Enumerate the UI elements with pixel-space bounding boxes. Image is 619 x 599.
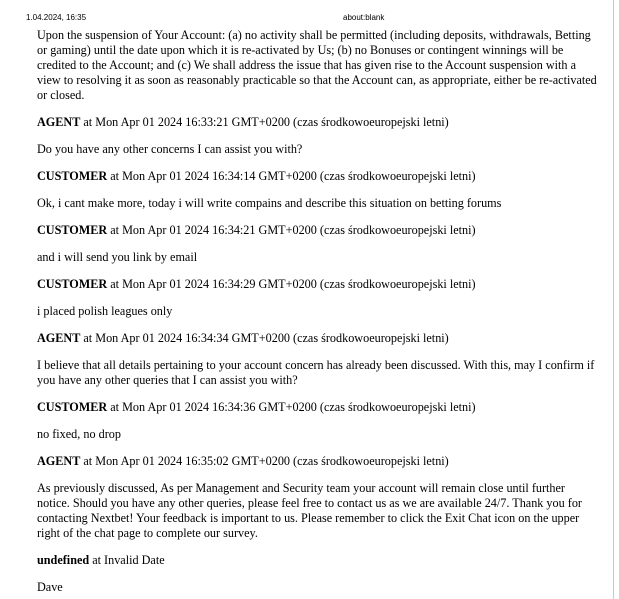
message-text: Ok, i cant make more, today i will write compains and describe this situation on betting forums — [37, 196, 502, 210]
message-timestamp: at Mon Apr 01 2024 16:34:34 GMT+0200 (czas środkowoeuropejski letni) — [83, 331, 449, 345]
message-timestamp: at Mon Apr 01 2024 16:34:29 GMT+0200 (czas środkowoeuropejski letni) — [110, 277, 476, 291]
message-sender: AGENT — [37, 331, 81, 345]
message-sender: AGENT — [37, 454, 81, 468]
message-sender: AGENT — [37, 115, 81, 129]
message-timestamp: at Mon Apr 01 2024 16:34:14 GMT+0200 (czas środkowoeuropejski letni) — [110, 169, 476, 183]
print-page-title: about:blank — [343, 13, 385, 22]
message-sender: CUSTOMER — [37, 169, 108, 183]
message-header — [37, 454, 599, 469]
message-header — [37, 331, 599, 346]
message-text: Do you have any other concerns I can assist you with? — [37, 142, 303, 156]
message-sender: undefined — [37, 553, 90, 567]
message-header — [37, 400, 599, 415]
message-sender: CUSTOMER — [37, 223, 108, 237]
message-text: i placed polish leagues only — [37, 304, 173, 318]
message-timestamp: at Mon Apr 01 2024 16:34:36 GMT+0200 (czas środkowoeuropejski letni) — [110, 400, 476, 414]
message-text: and i will send you link by email — [37, 250, 198, 264]
message-sender: CUSTOMER — [37, 277, 108, 291]
print-date: 1.04.2024, 16:35 — [26, 13, 87, 22]
message-text: I believe that all details pertaining to your account concern has already been discussed. With this, may I confirm if you have any other queries that I can assist you with? — [37, 358, 595, 387]
message-header — [37, 277, 599, 292]
page-edge-divider — [613, 0, 614, 599]
message-header — [37, 553, 599, 568]
message-sender: CUSTOMER — [37, 400, 108, 414]
message-timestamp: at Invalid Date — [92, 553, 165, 567]
message-header — [37, 115, 599, 130]
print-header — [0, 13, 619, 27]
message-header — [37, 169, 599, 184]
message-text: no fixed, no drop — [37, 427, 121, 441]
message-timestamp: at Mon Apr 01 2024 16:35:02 GMT+0200 (czas środkowoeuropejski letni) — [83, 454, 449, 468]
message-timestamp: at Mon Apr 01 2024 16:33:21 GMT+0200 (czas środkowoeuropejski letni) — [83, 115, 449, 129]
suspension-terms-paragraph: Upon the suspension of Your Account: (a) no activity shall be permitted (including deposits, withdrawals, Betting or gaming) until the date upon which it is re-activated by Us; (b) no Bonuses or contingent winnings will be credited to the Account; and (c) We shall address the issue that has given rise to the Account suspension with a view to resolving it as soon as reasonably practicable so that the Account can, as appropriate, either be re-activated or closed. — [37, 28, 597, 102]
message-text: As previously discussed, As per Management and Security team your account will remain close until further notice. Should you have any other queries, please feel free to contact us as we are available 24/7. Thank you for contacting Nextbet! Your feedback is important to us. Please remember to click the Exit Chat icon on the upper right of the chat page to complete our survey. — [37, 481, 582, 540]
message-header — [37, 223, 599, 238]
message-text: Dave — [37, 580, 63, 594]
message-timestamp: at Mon Apr 01 2024 16:34:21 GMT+0200 (czas środkowoeuropejski letni) — [110, 223, 476, 237]
chat-transcript — [37, 28, 599, 599]
